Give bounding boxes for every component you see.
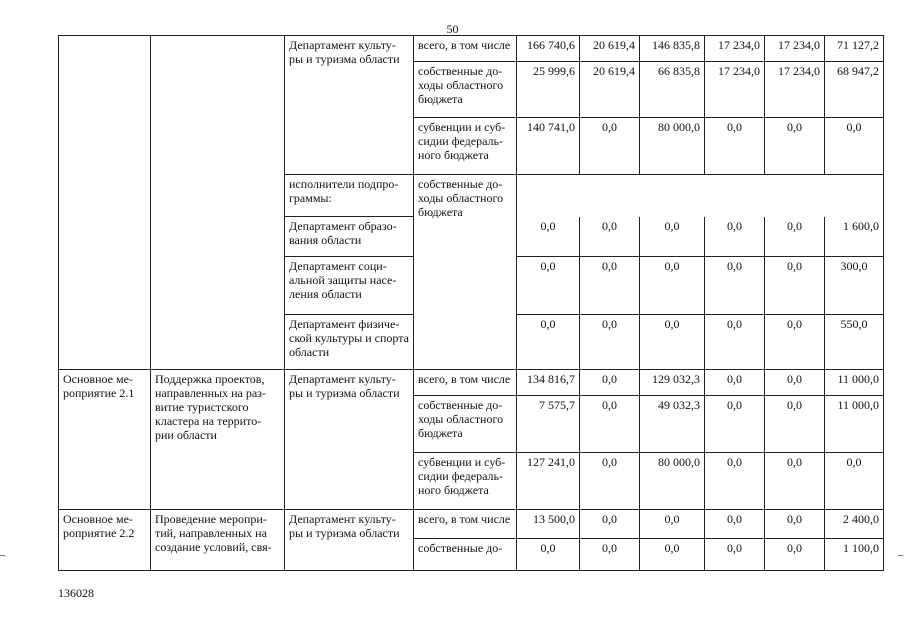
empty-cell [517, 175, 884, 217]
value-cell: 0,0 [765, 257, 825, 315]
table-row [59, 36, 884, 62]
value-cell: 0,0 [765, 539, 825, 571]
activity-code-cell: Основное ме-роприятие 2.2 [59, 510, 151, 571]
value-cell: 17 234,0 [705, 36, 765, 62]
value-cell: 0,0 [517, 257, 580, 315]
table-row [59, 510, 884, 539]
value-cell: 0,0 [705, 510, 765, 539]
value-cell: 0,0 [580, 539, 640, 571]
value-cell: 550,0 [825, 315, 884, 370]
value-cell: 166 740,6 [517, 36, 580, 62]
value-cell: 0,0 [705, 453, 765, 510]
value-cell: 0,0 [765, 118, 825, 175]
value-cell: 0,0 [640, 257, 705, 315]
value-cell: 0,0 [580, 315, 640, 370]
value-cell: 66 835,8 [640, 62, 705, 118]
value-cell: 0,0 [765, 453, 825, 510]
executor-cell: Департамент физиче-ской культуры и спорта области [285, 315, 414, 370]
value-cell: 0,0 [705, 315, 765, 370]
executor-cell: Департамент культу-ры и туризма области [285, 370, 414, 510]
executor-cell: исполнители подпро-граммы: [285, 175, 414, 217]
funding-source-cell: всего, в том числе [414, 510, 517, 539]
document-code: 136028 [58, 586, 94, 600]
value-cell: 17 234,0 [765, 36, 825, 62]
value-cell: 140 741,0 [517, 118, 580, 175]
value-cell: 0,0 [580, 118, 640, 175]
activity-code-cell [59, 36, 151, 370]
value-cell: 0,0 [640, 510, 705, 539]
value-cell: 129 032,3 [640, 370, 705, 396]
page-number: 50 [446, 22, 459, 36]
value-cell: 0,0 [640, 539, 705, 571]
value-cell: 17 234,0 [705, 62, 765, 118]
value-cell: 0,0 [705, 539, 765, 571]
activity-name-cell: Поддержка проектов, направленных на раз-витие туристского кластера на террито-рии области [151, 370, 285, 510]
funding-source-cell: всего, в том числе [414, 36, 517, 62]
value-cell: 1 600,0 [825, 217, 884, 257]
value-cell: 0,0 [825, 453, 884, 510]
funding-source-cell: субвенции и суб-сидии федераль-ного бюджета [414, 453, 517, 510]
value-cell: 146 835,8 [640, 36, 705, 62]
value-cell: 0,0 [580, 370, 640, 396]
value-cell: 0,0 [765, 315, 825, 370]
value-cell: 0,0 [765, 217, 825, 257]
value-cell: 2 400,0 [825, 510, 884, 539]
value-cell: 11 000,0 [825, 370, 884, 396]
funding-source-cell: собственные до-ходы областного бюджета [414, 62, 517, 118]
value-cell: 1 100,0 [825, 539, 884, 571]
funding-source-cell: собственные до-ходы областного бюджета [414, 396, 517, 453]
value-cell: 17 234,0 [765, 62, 825, 118]
value-cell: 0,0 [580, 396, 640, 453]
value-cell: 0,0 [765, 370, 825, 396]
value-cell: 0,0 [705, 257, 765, 315]
value-cell: 25 999,6 [517, 62, 580, 118]
value-cell: 0,0 [580, 217, 640, 257]
value-cell: 13 500,0 [517, 510, 580, 539]
value-cell: 20 619,4 [580, 62, 640, 118]
value-cell: 80 000,0 [640, 453, 705, 510]
funding-source-cell: всего, в том числе [414, 370, 517, 396]
value-cell: 0,0 [517, 539, 580, 571]
value-cell: 0,0 [765, 510, 825, 539]
activity-name-cell [151, 36, 285, 370]
value-cell: 80 000,0 [640, 118, 705, 175]
value-cell: 0,0 [705, 217, 765, 257]
value-cell: 127 241,0 [517, 453, 580, 510]
table-row [59, 370, 884, 396]
activity-code-cell: Основное ме-роприятие 2.1 [59, 370, 151, 510]
funding-source-cell: собственные до-ходы областного бюджета [414, 175, 517, 370]
scan-mark [0, 555, 5, 556]
value-cell: 20 619,4 [580, 36, 640, 62]
value-cell: 0,0 [580, 257, 640, 315]
value-cell: 7 575,7 [517, 396, 580, 453]
value-cell: 0,0 [825, 118, 884, 175]
value-cell: 0,0 [640, 217, 705, 257]
value-cell: 11 000,0 [825, 396, 884, 453]
executor-cell: Департамент культу-ры и туризма области [285, 510, 414, 571]
value-cell: 0,0 [705, 396, 765, 453]
activity-name-cell: Проведение меропри-тий, направленных на создание условий, свя- [151, 510, 285, 571]
value-cell: 0,0 [517, 315, 580, 370]
value-cell: 0,0 [580, 510, 640, 539]
value-cell: 0,0 [705, 118, 765, 175]
funding-source-cell: собственные до- [414, 539, 517, 571]
value-cell: 0,0 [640, 315, 705, 370]
value-cell: 71 127,2 [825, 36, 884, 62]
executor-cell: Департамент образо-вания области [285, 217, 414, 257]
value-cell: 300,0 [825, 257, 884, 315]
value-cell: 0,0 [580, 453, 640, 510]
executor-cell: Департамент соци-альной защиты насе-ления области [285, 257, 414, 315]
value-cell: 68 947,2 [825, 62, 884, 118]
budget-table [58, 35, 884, 571]
value-cell: 0,0 [705, 370, 765, 396]
value-cell: 0,0 [765, 396, 825, 453]
executor-cell: Департамент культу-ры и туризма области [285, 36, 414, 175]
value-cell: 49 032,3 [640, 396, 705, 453]
value-cell: 0,0 [517, 217, 580, 257]
value-cell: 134 816,7 [517, 370, 580, 396]
funding-source-cell: субвенции и суб-сидии федераль-ного бюджета [414, 118, 517, 175]
scan-mark [898, 555, 903, 556]
